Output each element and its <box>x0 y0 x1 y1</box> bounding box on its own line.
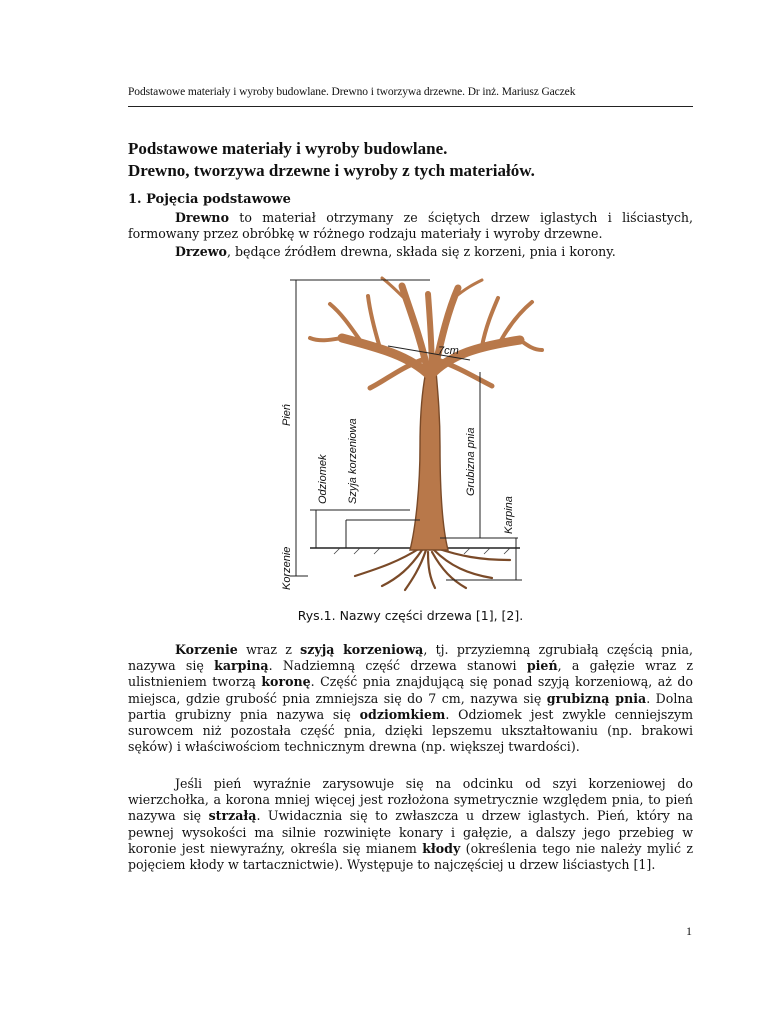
crown-graphic <box>310 278 542 388</box>
term-klody: kłody <box>422 840 461 856</box>
label-grubizna-pnia: Grubizna pnia <box>465 427 477 496</box>
label-odziomek: Odziomek <box>317 454 329 504</box>
label-7cm: 7cm <box>438 345 459 357</box>
title-line-1: Podstawowe materiały i wyroby budowlane. <box>128 139 448 158</box>
text-segment: . Odziomek jest zwykle cenniejszym surowcem niż pozostała część pnia, dzięki lepszemu ukształtowaniu (np. brakowi sęków) i właściwościom technicznym drewna (np. większej twardości). <box>128 706 694 755</box>
paragraph-korzenie <box>128 642 693 755</box>
text-segment: Jeśli pień wyraźnie zarysowuje się na odcinku od szyi korzeniowej do wierzchołka, a korona mniej więcej jest rozłożona symetrycznie względem pnia, to pień nazywa się <box>128 776 693 824</box>
text-segment: . Dolna partia grubizny pnia nazywa się <box>128 690 693 722</box>
document-title <box>128 138 708 182</box>
term-korona: koronę <box>261 674 311 690</box>
term-drzewo: Drzewo <box>175 244 227 259</box>
trunk-graphic <box>410 371 448 550</box>
paragraph-drewno <box>128 210 693 242</box>
header-divider <box>128 106 693 107</box>
term-odziomek: odziomkiem <box>359 706 446 722</box>
label-korzenie: Korzenie <box>281 546 293 590</box>
label-szyja-korzeniowa: Szyja korzeniowa <box>347 418 359 504</box>
title-line-2: Drewno, tworzywa drzewne i wyroby z tych materiałów. <box>128 161 535 180</box>
text-segment: , tj. przyziemną zgrubiałą częścią pnia, nazywa się <box>128 642 693 674</box>
term-karpina: karpiną <box>214 658 269 674</box>
label-pien: Pień <box>281 403 293 426</box>
text-segment: wraz z <box>237 642 301 657</box>
section-heading: 1. Pojęcia podstawowe <box>128 192 291 207</box>
term-korzenie: Korzenie <box>175 642 238 657</box>
text-segment: . Część pnia znajdującą się ponad szyją korzeniową, aż do miejsca, gdzie grubość pnia zmniejsza się do 7 cm, nazywa się <box>128 674 693 706</box>
term-grubizna-pnia: grubizną pnia <box>546 690 647 706</box>
text-segment: , a gałęzie wraz z ulistnieniem tworzą <box>128 658 693 690</box>
label-karpina: Karpina <box>503 496 515 534</box>
paragraph-strzala <box>128 776 693 873</box>
term-drewno: Drewno <box>175 210 229 225</box>
running-header: Podstawowe materiały i wyroby budowlane. Drewno i tworzywa drzewne. Dr inż. Mariusz Gaczek <box>128 86 576 98</box>
term-szyja-korzeniowa: szyją korzeniową <box>300 642 424 657</box>
figure-caption: Rys.1. Nazwy części drzewa [1], [2]. <box>297 608 524 623</box>
tree-diagram <box>270 276 550 594</box>
paragraph-drewno-text: to materiał otrzymany ze ściętych drzew iglastych i liściastych, formowany przez obróbkę w różnego rodzaju materiały i wyroby drzewne. <box>128 210 693 242</box>
page-number: 1 <box>686 924 692 938</box>
paragraph-drzewo-text: , będące źródłem drewna, składa się z korzeni, pnia i korony. <box>226 244 616 259</box>
term-strzala: strzałą <box>208 808 257 824</box>
paragraph-drzewo <box>128 244 693 260</box>
text-segment: (określenia tego nie należy mylić z pojęciem kłody w tartacznictwie). Występuje to najczęściej u drzew liściastych [1]. <box>128 840 693 873</box>
text-segment: . Nadziemną część drzewa stanowi <box>268 658 527 674</box>
text-segment: . Uwidacznia się to zwłaszcza u drzew iglastych. Pień, który na pewnej wysokości ma silnie rozwinięte konary i gałęzie, a dalszy jego przebieg w koronie jest niewyraźny, określa się mianem <box>128 808 694 856</box>
roots-graphic <box>355 548 510 590</box>
tree-figure <box>270 276 550 594</box>
term-pien: pień <box>526 658 558 674</box>
